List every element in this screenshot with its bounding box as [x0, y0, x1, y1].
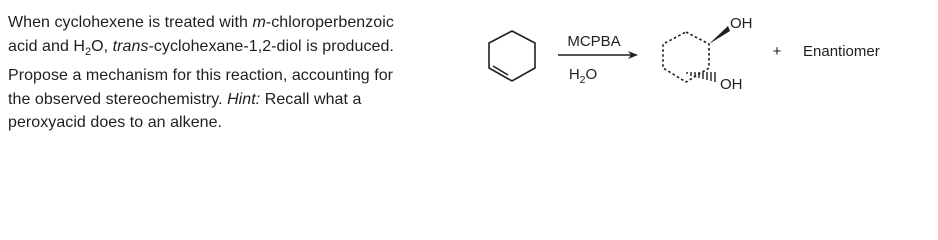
italic-prefix: trans — [112, 37, 149, 55]
problem-text: When cyclohexene is treated with — [8, 14, 253, 31]
water-h: H — [568, 66, 580, 83]
cyclohexene-structure — [489, 31, 535, 81]
water-subscript: 2 — [579, 74, 586, 86]
problem-text: acid and H — [8, 37, 85, 55]
product-ring — [663, 32, 709, 82]
problem-text: the observed stereochemistry. — [8, 90, 228, 108]
oh-top-label: OH — [730, 15, 753, 32]
hint-label: Hint: — [227, 90, 261, 108]
enantiomer-label: Enantiomer — [803, 43, 880, 60]
oh-bottom-label: OH — [720, 76, 743, 93]
reaction-arrow — [558, 51, 638, 59]
problem-line-5: peroxyacid does to an alkene. — [8, 114, 223, 132]
problem-text: -cyclohexane-1,2-diol is produced. — [148, 37, 394, 55]
problem-text: O, — [91, 37, 113, 55]
reagent-water — [569, 66, 597, 86]
reagent-mcpba: MCPBA — [567, 33, 621, 50]
subscript: 2 — [85, 45, 92, 58]
problem-line-3: Propose a mechanism for this reaction, accounting for — [8, 67, 394, 85]
water-o: O — [585, 66, 598, 83]
italic-prefix: m — [252, 14, 266, 31]
cyclohexene-ring — [489, 31, 535, 81]
cyclohexanediol-structure — [663, 26, 730, 82]
wedge-bond — [709, 26, 730, 44]
problem-text: Recall what a — [260, 90, 362, 108]
hashed-bond — [687, 72, 715, 82]
problem-text: -chloroperbenzoic — [265, 14, 394, 31]
plus-sign: + — [772, 43, 782, 60]
